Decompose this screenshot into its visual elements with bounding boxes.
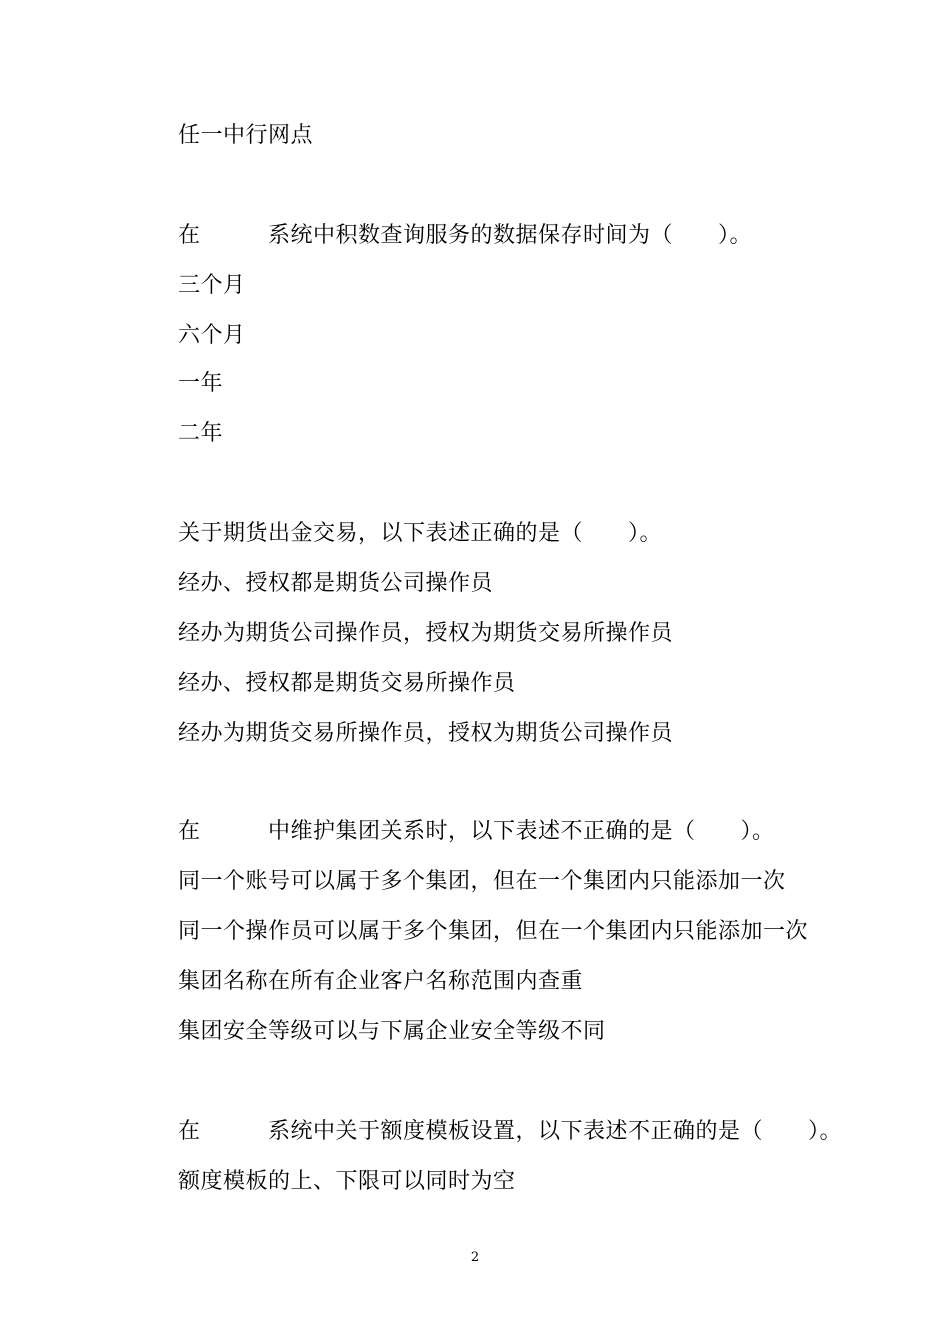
option-text: 经办、授权都是期货公司操作员 bbox=[178, 571, 494, 596]
option-text: 同一个账号可以属于多个集团，但在一个集团内只能添加一次 bbox=[178, 869, 786, 894]
option-text: 集团名称在所有企业客户名称范围内查重 bbox=[178, 969, 584, 994]
option-text: 经办、授权都是期货交易所操作员 bbox=[178, 671, 516, 696]
question-text: 关于期货出金交易，以下表述正确的是（ ）。 bbox=[178, 521, 663, 546]
option-text: 经办为期货公司操作员，授权为期货交易所操作员 bbox=[178, 621, 674, 646]
text-line: 任一中行网点 bbox=[178, 123, 314, 148]
question-text: 在 中维护集团关系时，以下表述不正确的是（ ）。 bbox=[178, 819, 775, 844]
option-text: 三个月 bbox=[178, 273, 246, 298]
option-text: 一年 bbox=[178, 371, 224, 396]
option-text: 集团安全等级可以与下属企业安全等级不同 bbox=[178, 1019, 606, 1044]
question-text: 在 系统中积数查询服务的数据保存时间为（ ）。 bbox=[178, 223, 753, 248]
page-number: 2 bbox=[470, 1250, 480, 1265]
option-text: 六个月 bbox=[178, 323, 246, 348]
option-text: 额度模板的上、下限可以同时为空 bbox=[178, 1169, 516, 1194]
question-text: 在 系统中关于额度模板设置，以下表述不正确的是（ ）。 bbox=[178, 1119, 843, 1144]
option-text: 二年 bbox=[178, 421, 224, 446]
option-text: 同一个操作员可以属于多个集团，但在一个集团内只能添加一次 bbox=[178, 919, 809, 944]
option-text: 经办为期货交易所操作员，授权为期货公司操作员 bbox=[178, 721, 674, 746]
